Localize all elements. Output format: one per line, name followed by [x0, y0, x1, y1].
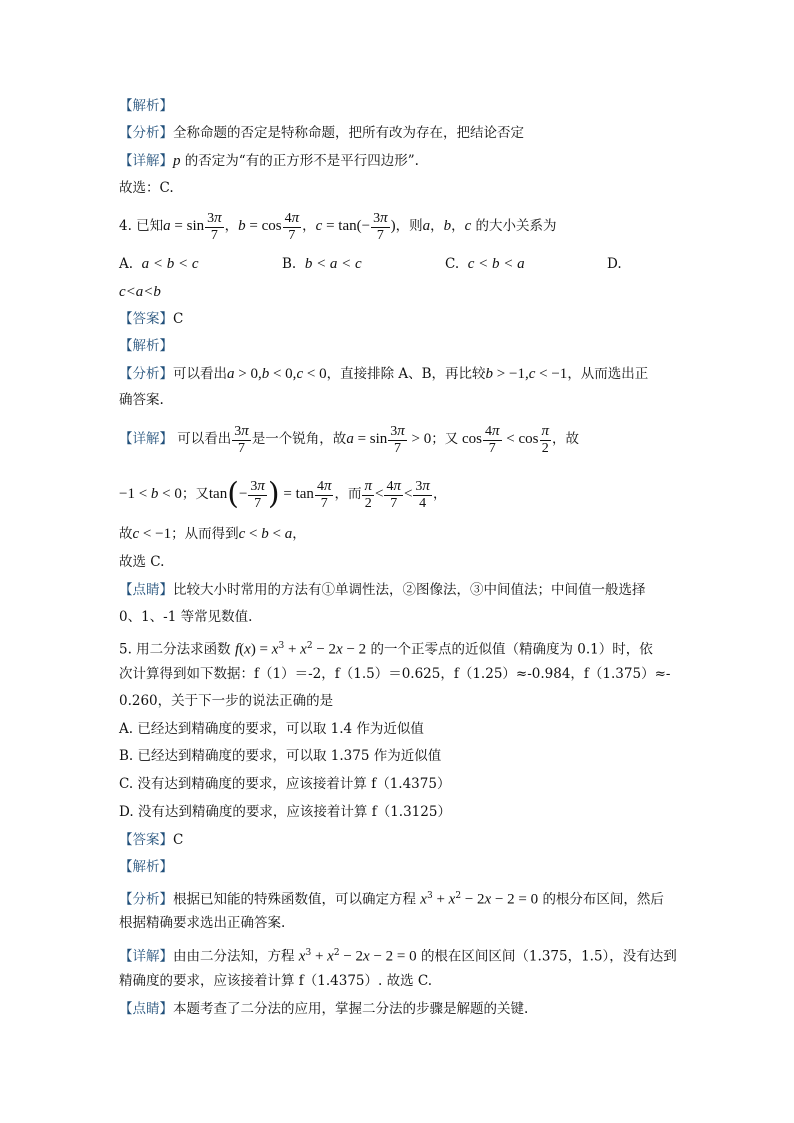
q3-choose: 故选：C. — [119, 180, 174, 196]
q4-option-d-expr: c<a<b — [119, 284, 161, 300]
q4-analysis-line1: 【分析】可以看出a > 0,b < 0,c < 0，直接排除 A、B，再比较b > −1,c < −1，从而选出正 — [119, 366, 649, 382]
q3-analysis: 【分析】全称命题的否定是特称命题，把所有改为存在，把结论否定 — [119, 125, 524, 141]
q5-analysis-line2: 根据精确要求选出正确答案. — [119, 915, 286, 931]
q4-option-d-label: D. — [607, 256, 622, 272]
q5-analysis-line1: 【分析】根据已知能的特殊函数值，可以确定方程 $x^3 + x^2 - 2x - 2 = 0$ 的根分布区间，然后 — [119, 891, 664, 908]
q4-option-b: B. b < a < c — [282, 256, 362, 272]
q4-option-a: A. a < b < c — [119, 256, 199, 272]
q4-stem: 4. 已知a = sin $\frac{3\pi}{7}$ ，b = cos $\frac{4\pi}{7}$ ，c = tan(− $\frac{3\pi}{7}$ )，则a，b，c 的大小关系为 — [119, 209, 557, 243]
q5-detail-line2: 精确度的要求，应该接着计算 f（1.4375）. 故选 C. — [119, 973, 433, 989]
q4-dianjing-line1: 【点睛】比较大小时常用的方法有①单调性法，②图像法，③中间值法；中间值一般选择 — [119, 582, 646, 598]
q5-option-a: A. 已经达到精确度的要求，可以取 1.4 作为近似值 — [119, 721, 424, 737]
q4-choose: 故选 C. — [119, 554, 165, 570]
q4-analysis-line2: 确答案. — [119, 392, 164, 408]
q5-stem-line1: 5. 用二分法求函数 $f(x) = x^3 + x^2 - 2x - 2$ 的一个正零点的近似值（精确度为 0.1）时，依 — [119, 641, 653, 658]
q5-stem-line2: 次计算得到如下数据：f（1）＝-2，f（1.5）＝0.625，f（1.25）≈-0.984，f（1.375）≈- — [119, 666, 671, 682]
q3-detail: 【详解】p 的否定为“有的正方形不是平行四边形”. — [119, 153, 419, 169]
q5-stem-line3: 0.260，关于下一步的说法正确的是 — [119, 693, 334, 709]
q5-detail-line1: 【详解】由由二分法知，方程 $x^3 + x^2 - 2x - 2 = 0$ 的根在区间区间（1.375，1.5），没有达到 — [119, 948, 677, 965]
q3-jiexi-heading: 【解析】 — [119, 98, 173, 114]
q4-detail-line2: −1 < b < 0；又tan(− $\frac{3\pi}{7}$ ) = tan $\frac{4\pi}{7}$ ，而 $\frac{\pi}{2}$ < $\frac{4\pi}{7}$ < $\frac{3\pi}{4}$ ， — [119, 476, 447, 512]
q5-option-b: B. 已经达到精确度的要求，可以取 1.375 作为近似值 — [119, 748, 442, 764]
q4-jiexi-heading: 【解析】 — [119, 338, 173, 354]
q4-detail-line1: 【详解】 可以看出 $\frac{3\pi}{7}$ 是一个锐角，故a = sin $\frac{3\pi}{7}$ > 0；又 cos $\frac{4\pi}{7}$ < cos $\frac{\pi}{2}$ ，故 — [119, 422, 580, 456]
q5-option-c: C. 没有达到精确度的要求，应该接着计算 f（1.4375） — [119, 776, 451, 792]
q4-detail-line3: 故c < −1；从而得到c < b < a， — [119, 526, 306, 542]
q4-option-c: C. c < b < a — [445, 256, 525, 272]
q5-dianjing: 【点睛】本题考查了二分法的应用，掌握二分法的步骤是解题的关键. — [119, 1001, 529, 1017]
q5-jiexi-heading: 【解析】 — [119, 859, 173, 875]
q5-option-d: D. 没有达到精确度的要求，应该接着计算 f（1.3125） — [119, 804, 451, 820]
q5-answer: 【答案】C — [119, 832, 184, 848]
q4-dianjing-line2: 0、1、-1 等常见数值. — [119, 609, 253, 625]
q4-answer: 【答案】C — [119, 311, 184, 327]
